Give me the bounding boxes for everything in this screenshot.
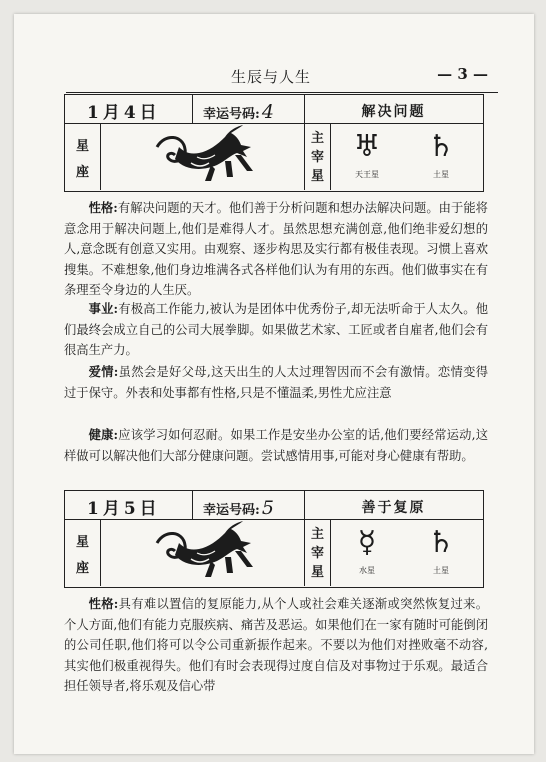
zodiac-art-cell xyxy=(101,123,305,190)
date-text: 1月4日 xyxy=(87,103,161,123)
planet-saturn xyxy=(419,525,463,576)
day-box-header-row xyxy=(65,491,483,520)
ruler-label-char: 星 xyxy=(310,565,324,580)
saturn-icon: ♄ xyxy=(427,525,455,560)
lucky-number-text xyxy=(203,101,274,123)
section-text: 有极高工作能力,被认为是团体中优秀份子,却无法听命于人太久。他们最终会成立自己的公司大展拳脚。如果做艺术家、工匠或者自雇者,他们会有很高生产力。 xyxy=(64,302,488,358)
section-text: 有解决问题的天才。他们善于分析问题和想办法解决问题。由于能将意念用于解决问题上,他们是难得人才。虽然思想充满创意,他们绝非爱幻想的人,意念既有创意又实用。由观察、逐步构思及实行都有极佳表现。习惯上喜欢搜集。不难想象,他们身边堆满各式各样他们认为有用的东西。他们做事实在有条理至令身边的人生厌。 xyxy=(64,201,488,298)
ruler-label-char: 宰 xyxy=(310,546,324,561)
planet-name: 土星 xyxy=(433,566,449,575)
planet-saturn xyxy=(419,129,463,180)
sign-label-char: 座 xyxy=(75,561,89,576)
capricorn-seagoat-icon xyxy=(151,521,261,585)
mercury-icon: ☿ xyxy=(357,525,377,560)
section-text: 虽然会是好父母,这天出生的人太过理智因而不会有激情。恋情变得过于保守。外表和处事都有性格,只是不懂温柔,男性尤应注意 xyxy=(64,365,488,400)
ruling-planets-cell xyxy=(331,519,482,586)
date-cell xyxy=(65,491,193,519)
saturn-icon: ♄ xyxy=(427,129,455,164)
day-box-header-row xyxy=(65,95,483,124)
paragraph-love xyxy=(64,362,488,403)
section-lead: 爱情: xyxy=(88,364,119,379)
lucky-number-value: 5 xyxy=(261,497,274,519)
ruler-label-char: 主 xyxy=(310,527,324,542)
lucky-number-label: 幸运号码: xyxy=(203,107,260,122)
motto-cell xyxy=(305,491,482,519)
paragraph-personality xyxy=(64,198,488,301)
running-header xyxy=(66,64,498,93)
section-text: 具有难以置信的复原能力,从个人或社会难关逐渐或突然恢复过来。个人方面,他们有能力克服疾病、痛苦及恶运。如果他们在一家有随时可能倒闭的公司任职,他们将可以令公司重新振作起来。不要以为他们对挫败毫不动容,其实他们极重视得失。他们有时会表现得过度自信及对事物过于乐观。最适合担任领导者,将乐观及信心带 xyxy=(64,597,488,694)
lucky-number-text xyxy=(203,497,274,519)
ruler-label-char: 主 xyxy=(310,131,324,146)
uranus-icon: ♅ xyxy=(353,129,381,164)
planet-name: 水星 xyxy=(359,566,375,575)
planet-name: 天王星 xyxy=(355,170,379,179)
running-title: 生辰与人生 xyxy=(231,68,312,86)
ruling-planets-cell xyxy=(331,123,482,190)
planet-uranus xyxy=(345,129,389,180)
section-lead: 健康: xyxy=(88,427,119,442)
day-box-jan-4 xyxy=(64,94,484,192)
day-box-jan-5 xyxy=(64,490,484,588)
section-text: 应该学习如何忍耐。如果工作是安坐办公室的话,他们要经常运动,这样做可以解决他们大部分健康问题。尝试感情用事,可能对身心健康有帮助。 xyxy=(64,428,488,463)
lucky-number-cell xyxy=(193,95,305,123)
date-cell xyxy=(65,95,193,123)
ruler-label-cell xyxy=(305,123,331,190)
section-lead: 性格: xyxy=(88,200,118,215)
sign-label-cell xyxy=(65,123,101,190)
ruler-label-cell xyxy=(305,519,331,586)
zodiac-art-cell xyxy=(101,519,305,586)
sign-label-cell xyxy=(65,519,101,586)
lucky-number-cell xyxy=(193,491,305,519)
section-lead: 性格: xyxy=(88,596,119,611)
date-text: 1月5日 xyxy=(87,499,161,519)
capricorn-seagoat-icon xyxy=(151,125,261,189)
ruler-label-char: 宰 xyxy=(310,150,324,165)
ruler-label-char: 星 xyxy=(310,169,324,184)
sign-label-char: 座 xyxy=(75,165,89,180)
motto-cell xyxy=(305,95,482,123)
day-box-body-row xyxy=(65,519,483,586)
paragraph-health xyxy=(64,425,488,466)
paragraph-personality-jan-5 xyxy=(64,594,488,697)
paragraph-career xyxy=(64,299,488,361)
lucky-number-value: 4 xyxy=(261,101,274,123)
motto-text: 善于复原 xyxy=(361,500,426,516)
page-number: — 3 — xyxy=(437,65,488,83)
sign-label-char: 星 xyxy=(75,535,89,550)
motto-text: 解决问题 xyxy=(361,104,426,120)
section-lead: 事业: xyxy=(88,301,119,316)
planet-name: 土星 xyxy=(433,170,449,179)
lucky-number-label: 幸运号码: xyxy=(203,503,260,518)
day-box-body-row xyxy=(65,123,483,190)
planet-mercury xyxy=(345,525,389,576)
sign-label-char: 星 xyxy=(75,139,89,154)
